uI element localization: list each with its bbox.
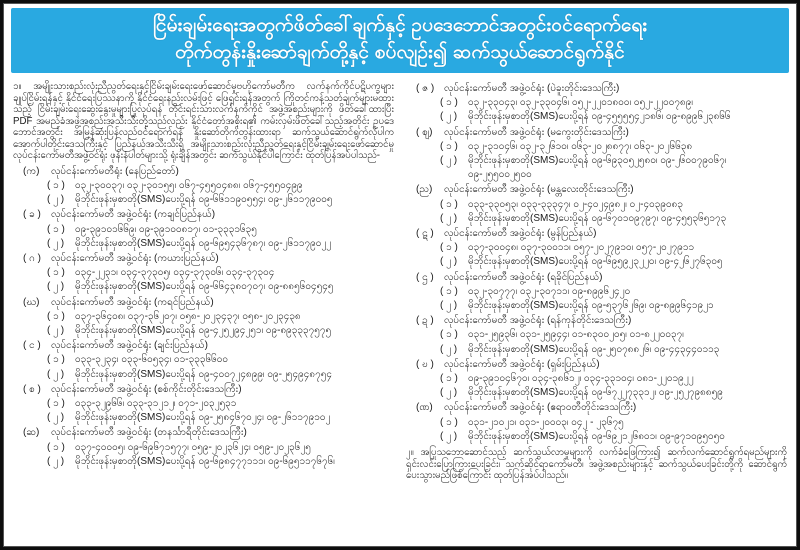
committee-item (13, 165, 394, 208)
phone-line-number: ( ၂ ) (440, 111, 458, 123)
phone-line-number: ( ၂ ) (47, 325, 65, 337)
phone-line (13, 280, 394, 294)
phone-line-text: မိုဘိုင်းဖုန်းမှစာတို(SMS)ပေးပို့ရန် ၀၉-၆၉၅၉၂၃၂၂၀၊ ၀၉-၄၂၆၂၇၆၃၀၅ (468, 256, 723, 268)
committee-label: (ဏ) (416, 402, 433, 414)
committee-title: လုပ်ငန်းကော်မတီ အဖွဲ့ဝင်ရုံး (ချင်းပြည်နယ်) (51, 340, 208, 352)
phone-line-text: ၀၃၂-၃၃၀၄၃၊ ၀၃၂-၃၃၀၄၆၊ ၀၅၂-၂၂၀၁၈၀၀၊ ၀၅၂-၂၂၀၀၇၈၉၊ (468, 97, 693, 109)
phone-line (406, 110, 787, 124)
committee-heading (13, 208, 394, 222)
committee-title: လုပ်ငန်းကော်မတီ အဖွဲ့ဝင်ရုံး (ကရင်ပြည်နယ်) (51, 296, 214, 308)
phone-line (406, 241, 787, 255)
phone-line-text: မိုဘိုင်းဖုန်းမှစာတို(SMS)ပေးပို့ရန် ၀၉-၅၃၇၆၂၆၉၊ ၀၉-၈၉၉၆၄၁၉၂၁ (468, 300, 714, 312)
phone-line-number: ( ၁ ) (47, 223, 65, 235)
committee-title: လုပ်ငန်းကော်မတီ အဖွဲ့ဝင်ရုံး (ပဲခူးတိုင်းဒေသကြီး) (444, 83, 620, 94)
committee-title: လုပ်ငန်းကော်မတီ အဖွဲ့ဝင်ရုံး (မွန်ပြည်နယ်) (444, 228, 597, 240)
phone-line-text: မိုဘိုင်းဖုန်းမှစာတို(SMS)ပေးပို့ရန် ၀၉-၆၉၈၄၇၇၁၁၁၊ ၀၉-၆၉၅၁၁၇၆၇၆၊ (75, 455, 335, 467)
committee-title: လုပ်ငန်းကော်မတီ အဖွဲ့ဝင်ရုံး (စစ်ကိုင်းတိုင်းဒေသကြီး) (51, 383, 242, 395)
committee-heading (13, 252, 394, 266)
phone-line (13, 237, 394, 251)
phone-line (13, 441, 394, 455)
phone-line-text: မိုဘိုင်းဖုန်းမှစာတို(SMS)ပေးပို့ရန် ၀၉-၆၉၂၁၂၆၈၀၁၊ ၀၉-၉၇၁၀၉၅၀၅၀ (468, 430, 725, 442)
committee-heading (406, 126, 787, 140)
phone-line (406, 285, 787, 299)
committee-heading (406, 358, 787, 372)
phone-line-number: ( ၂ ) (440, 343, 458, 355)
phone-line-number: ( ၂ ) (47, 281, 65, 293)
header-title-line2: တိုက်တွန်းနှိုးဆော်ချက်တို့နှင့် စပ်လျဉ်း၍ ဆက်သွယ်ဆောင်ရွက်နိုင် (175, 42, 625, 63)
committee-title: လုပ်ငန်းကော်မတီ အဖွဲ့ဝင်ရုံး (ရန်ကုန်တိုင်းဒေသကြီး) (444, 315, 632, 327)
committee-title: လုပ်ငန်းကော်မတီ အဖွဲ့ဝင်ရုံး (တနင်္သာရီတိုင်းဒေသကြီး) (51, 427, 247, 439)
phone-line-number: ( ၁ ) (440, 198, 458, 210)
committee-heading (406, 183, 787, 197)
phone-line-number: ( ၁ ) (47, 180, 65, 192)
phone-line-number: ( ၁ ) (47, 398, 65, 410)
phone-line-text: ၀၃၇-၃၀၀၄၈၊ ၀၃၇-၃၀၀၁၁၊ ၀၅၇-၂၀၂၇၉၁၀၊ ၀၅၇-၂၀၂၇၉၁၁ (468, 242, 695, 254)
committee-label: (ည) (416, 184, 433, 196)
committee-heading (13, 339, 394, 353)
committee-item (406, 82, 787, 125)
phone-line (406, 328, 787, 342)
phone-line-text: ၀၃၂-၃၁၀၄၆၊ ၀၃၂-၃၂၆၁၀၊ ၀၆၃-၂၀၂၈၈၇၇၊ ၀၆၃-၂၀၂၆၆၃၈ (468, 140, 693, 152)
committee-title: လုပ်ငန်းကော်မတီ အဖွဲ့ဝင်ရုံး (ရှမ်းပြည်နယ်) (444, 358, 600, 370)
phone-line-text: ၀၉-၃၉၁၀၄၆၇၀၊ ၀၃၄-၃၈၆၁၂၊ ၀၃၄-၃၃၁၀၄၊ ၀၈၁-၂၂၀၁၉၂၂ (468, 373, 694, 385)
phone-line (406, 255, 787, 269)
committee-label: (ဆ) (23, 427, 40, 439)
phone-line-number: ( ၁ ) (440, 416, 458, 428)
phone-line (13, 324, 394, 338)
phone-line-number: ( ၁ ) (47, 310, 65, 322)
phone-line-text: ၀၉-၃၉၁၀၁၆၆၉၊ ၀၉-၃၉၁၀၀၈၁၇၊ ၀၁-၃၃၃၁၆၃၅ (75, 223, 257, 235)
committee-list-right (406, 82, 787, 444)
committee-item (13, 208, 394, 251)
phone-line-text: ၀၃၂-၃၀၀၃၇၊ ၀၃၂-၃၀၁၅၅၊ ၀၆၇-၄၅၅၀၄၈၈၊ ၀၆၇-၄၅၅၀၄၉၉ (75, 180, 303, 192)
phone-line-number: ( ၁ ) (47, 354, 65, 366)
committee-label: ( ခ ) (23, 209, 41, 221)
phone-line-text: မိုဘိုင်းဖုန်းမှစာတို(SMS)ပေးပို့ရန် ၀၉-၆၆၁၁၉၀၅၅၄၊ ၀၉-၂၆၁၁၇၉၀၀၅ (75, 194, 333, 206)
phone-line-number: ( ၁ ) (440, 242, 458, 254)
phone-line (406, 386, 787, 400)
phone-line-number: ( ၂ ) (440, 212, 458, 224)
intro-paragraph: ၁။ အမျိုးသားစည်းလုံးညီညွတ်ရေးနှင့်ငြိမ်းချမ်းရေးဖော်ဆောင်မှုဗဟိုကော်မတီက လက်နက်ကိုင်ပဋိပက္ခများ ချုပ်ငြိမ်းရန်နှင့် နိုင်ငံရေးပြဿနာကို နိုင်ငံရေးနည်းလမ်းဖြင့် ဖြေရှင်းရန်အတွက် ကြိုတင်ကန့်သတ်ချက်များမထားသည့် ငြိမ်းချမ်းရေးဆွေးနွေးမှုများပြုလုပ်ရန် တိုင်းရင်းသားလက်နက်ကိုင် အဖွဲ့အစည်းများကို ဖိတ်ခေါ်ထားပြီး PDF အမည်ခံအဖွဲ့အစည်းအသီးသီးတို့သည်လည်း နိုင်ငံတော်အစိုးရ၏ ကမ်းလှမ်းဖိတ်ခေါ်သည့်အတိုင်း ဥပဒေဘောင်အတွင်း အမြန်ဆုံးပြန်လည်ဝင်ရောက်ရန် နှိုးဆော်တိုက်တွန်းထားရာ ဆက်သွယ်ဆောင်ရွက်လိုပါက အောက်ပါတိုင်းဒေသကြီးနှင့် ပြည်နယ်အသီးသီးရှိ အမျိုးသားစည်းလုံးညီညွတ်ရေးနှင့်ငြိမ်းချမ်းရေးဖော်ဆောင်မှုလုပ်ငန်းကော်မတီအဖွဲ့ဝင်ရုံး ဖုန်းနံပါတ်များသို့ ရုံးချိန်အတွင်း ဆက်သွယ်နိုင်ပါကြောင်း ထုတ်ပြန်အပ်ပါသည်- (13, 81, 394, 162)
phone-line (406, 96, 787, 110)
phone-line-text: မိုဘိုင်းဖုန်းမှစာတို(SMS)ပေးပို့ရန် ၀၉-၆၇၀၁၀၉၇၉၇၊ ၀၉-၄၅၅၃၆၅၁၇၃ (468, 212, 727, 224)
committee-title: လုပ်ငန်းကော်မတီ အဖွဲ့ဝင်ရုံး (ကယားပြည်နယ်) (51, 253, 219, 265)
phone-line (406, 343, 787, 357)
phone-line (406, 140, 787, 154)
phone-line-number: ( ၂ ) (47, 368, 65, 380)
phone-line (406, 299, 787, 313)
committee-item (13, 426, 394, 469)
phone-line-number: ( ၁ ) (440, 140, 458, 152)
phone-line (406, 198, 787, 212)
phone-line-number: ( ၂ ) (47, 412, 65, 424)
phone-line-number: ( ၂ ) (440, 256, 458, 268)
committee-item (13, 383, 394, 426)
committee-label: ( င ) (23, 340, 41, 352)
closing-paragraph: ၂။ အပြုသဘောဆောင်သည့် ဆက်သွယ်လာမှုများကို လက်ခံဖြေကြား၍ ဆက်လက်ဆောင်ရွက်ရမည်များကို ရှင်းလင်းပြောကြားပေးခြင်း၊ သက်ဆိုင်ရာကော်မတီ၊ အဖွဲ့အစည်းများနှင့် ဆက်သွယ်ပေးခြင်းတို့ကို ဆောင်ရွက်ပေးသွားမည်ဖြစ်ကြောင်း ထုတ်ပြန်အပ်ပါသည်။ (406, 447, 787, 482)
phone-line-number: ( ၁ ) (47, 267, 65, 279)
committee-label: (ဃ) (23, 296, 40, 308)
committee-heading (13, 426, 394, 440)
committee-heading (13, 383, 394, 397)
committee-item (406, 314, 787, 357)
phone-line (13, 310, 394, 324)
phone-line (13, 368, 394, 382)
left-column (13, 81, 394, 482)
phone-line (13, 223, 394, 237)
phone-line-text: မိုဘိုင်းဖုန်းမှစာတို(SMS)ပေးပို့ရန် ၀၉-၄၅၅၅၅၄၂၁၈၆၊ ၀၉-၈၉၉၆၂၃၈၆၆ (468, 111, 731, 123)
phone-line-text: ၀၃၇-၄၀၀၀၅၊ ၀၉-၆၉၆၇၁၅၇၇၊ ၀၅၉-၂၀၂၃၆၂၄၊ ၀၅၉-၂၀၂၃၆၂၅ (75, 441, 311, 453)
phone-line-text: ၀၃၃-၃၃၀၅၃၊ ၀၃၃-၃၃၃၄၇၊ ၀၂-၄၀၂၄၉၈၂၊ ၀၂-၄၀၃၉၀၈၃ (468, 198, 683, 210)
committee-label: ( စ ) (23, 383, 41, 395)
committee-title: လုပ်ငန်းကော်မတီရုံး (နေပြည်တော်) (51, 165, 179, 177)
phone-line (13, 179, 394, 193)
committee-label: ( ဇ ) (416, 83, 435, 94)
phone-line-number: ( ၂ ) (47, 237, 65, 249)
phone-line-text: ၀၃၃-၃၂၉၆၆၊ ၀၃၃-၃၁၂၁၂၊ ၀၇၁-၂၀၃၂၅၃၁ (75, 398, 237, 410)
committee-label: ( ဈ) (416, 126, 433, 138)
committee-label: (က) (23, 165, 40, 177)
phone-line (406, 154, 787, 182)
phone-line-number: ( ၂ ) (440, 300, 458, 312)
phone-line-text: ၀၃၁-၂၁၀၂၁၊ ၀၃၁-၂၀၀၀၃၊ ၀၄၂ - ၂၃၆၇၅ (468, 416, 624, 428)
phone-line-number: ( ၂ ) (440, 155, 458, 167)
committee-item (13, 252, 394, 295)
committee-title: လုပ်ငန်းကော်မတီ အဖွဲ့ဝင်ရုံး (ရခိုင်ပြည်နယ်) (444, 271, 603, 283)
phone-line-number: ( ၂ ) (47, 455, 65, 467)
header-banner (11, 8, 789, 73)
phone-line (13, 455, 394, 469)
phone-line-text: မိုဘိုင်းဖုန်းမှစာတို(SMS)ပေးပို့ရန် ၀၉-၄၂၅၂၉၄၂၅၁၊ ၀၉-၈၉၃၃၃၇၅၇၅ (75, 325, 332, 337)
phone-line-number: ( ၁ ) (440, 285, 458, 297)
committee-list-left (13, 165, 394, 469)
committee-item (406, 271, 787, 314)
committee-item (13, 339, 394, 382)
phone-line (406, 430, 787, 444)
committee-label: ( ဎ ) (416, 358, 434, 370)
committee-heading (406, 227, 787, 241)
committee-label: ( ဌ ) (416, 271, 434, 283)
committee-title: လုပ်ငန်းကော်မတီ အဖွဲ့ဝင်ရုံး (ကချင်ပြည်နယ်) (51, 209, 216, 221)
phone-line (406, 416, 787, 430)
phone-line-text: မိုဘိုင်းဖုန်းမှစာတို(SMS)ပေးပို့ရန် ၀၉-၄၀၀၇၂၄၈၉၉၊ ၀၉-၂၅၄၉၄၈၇၅၄ (75, 368, 332, 380)
committee-item (406, 126, 787, 183)
committee-item (406, 227, 787, 270)
phone-line (13, 411, 394, 425)
committee-item (406, 183, 787, 226)
phone-line-text: မိုဘိုင်းဖုန်းမှစာတို(SMS)ပေးပို့ရန် ၀၉-၆၇၂၂၇၃၃၁၂၊ ၀၉-၂၅၂၇၉၈၈၅၉ (468, 387, 723, 399)
phone-line-text: မိုဘိုင်းဖုန်းမှစာတို(SMS)ပေးပို့ရန် ၀၉-၂၅၀၇၈၈၂၆၊ ၀၉-၄၄၃၄၄၀၁၁၃ (468, 343, 720, 355)
phone-line (13, 397, 394, 411)
phone-line-text: ၀၃၃-၃၂၃၄၊ ၀၃၃-၆၀၅၃၄၊ ၀၁-၃၃၃၆၆၀၀ (75, 354, 228, 366)
phone-line-number: ( ၁ ) (440, 329, 458, 341)
phone-line (13, 193, 394, 207)
committee-heading (406, 82, 787, 96)
committee-heading (406, 314, 787, 328)
committee-title: လုပ်ငန်းကော်မတီ အဖွဲ့ဝင်ရုံး (ဧရာဝတီတိုင်းဒေသကြီး) (444, 402, 637, 414)
phone-line (406, 372, 787, 386)
body-columns (10, 77, 790, 482)
phone-line-number: ( ၁ ) (440, 97, 458, 109)
phone-line (406, 212, 787, 226)
right-column (406, 81, 787, 482)
committee-heading (406, 401, 787, 415)
phone-line-text: ၀၃၇-၃၆၄၀၈၊ ၀၃၇-၃၆၂၀၇၊ ၀၅၈-၂၀၂၃၄၃၇၊ ၀၅၈-၂၀၂၃၄၃၈ (75, 310, 301, 322)
committee-label: ( ဍ ) (416, 315, 434, 327)
phone-line-text: ၀၃၂-၃၀၇၇၇၊ ၀၃၂-၃၀၇၁၁၊ ၀၉-၈၉၉၆၂၄၂၀ (468, 285, 631, 297)
committee-heading (406, 271, 787, 285)
committee-heading (13, 165, 394, 179)
committee-heading (13, 296, 394, 310)
committee-label: ( ဋ ) (416, 228, 434, 240)
committee-item (13, 296, 394, 339)
committee-item (406, 401, 787, 444)
phone-line (13, 353, 394, 367)
phone-line-number: ( ၁ ) (440, 373, 458, 385)
phone-line-number: ( ၂ ) (47, 194, 65, 206)
committee-item (406, 358, 787, 401)
phone-line-text: မိုဘိုင်းဖုန်းမှစာတို(SMS)ပေးပို့ရန် ၀၉-၆၆၄၃၈၀၇၀၇၊ ၀၉-၈၈၅၆၀၄၅၄၅ (75, 281, 334, 293)
phone-line-number: ( ၂ ) (440, 387, 458, 399)
phone-line-number: ( ၂ ) (440, 430, 458, 442)
phone-line-text: ၀၃၄-၂၂၃၁၊ ၀၃၄-၃၇၃၀၅၊ ၀၃၄-၃၇၃၀၆၊ ၀၃၄-၃၇၃၀၄ (75, 267, 275, 279)
phone-line-text: ၀၃၁-၂၅၉၃၆၊ ၀၃၁-၂၅၉၄၄၊ ၀၁-၈၃၀၀၂၀၅၊ ၀၁-၈၂၂၀၀၃၇၊ (468, 329, 684, 341)
phone-line-text: မိုဘိုင်းဖုန်းမှစာတို(SMS)ပေးပို့ရန် ၀၉-၂၅၈၄၆၇၀၂၄၊ ၀၉-၂၆၁၁၇၉၁၀၂ (75, 412, 331, 424)
header-title-line1: ငြိမ်းချမ်းရေးအတွက်ဖိတ်ခေါ်ချက်နှင့် ဥပဒေဘောင်အတွင်းဝင်ရောက်ရေး (152, 15, 648, 36)
committee-label: ( ဂ ) (23, 253, 41, 265)
committee-title: လုပ်ငန်းကော်မတီ အဖွဲ့ဝင်ရုံး (မကွေးတိုင်းဒေသကြီး) (444, 126, 629, 138)
phone-line-number: ( ၁ ) (47, 441, 65, 453)
phone-line (13, 266, 394, 280)
phone-line-text: မိုဘိုင်းဖုန်းမှစာတို(SMS)ပေးပို့ရန် ၀၉-၆၉၃၀၅၂၅၈၀၊ ၀၉-၂၆၀၀၇၉၀၆၇၊ ၀၉-၂၅၅၀၀၂၅၀၀ (468, 155, 727, 181)
committee-title: လုပ်ငန်းကော်မတီ အဖွဲ့ဝင်ရုံး (မန္တလေးတိုင်းဒေသကြီး) (444, 184, 634, 196)
phone-line-text: မိုဘိုင်းဖုန်းမှစာတို(SMS)ပေးပို့ရန် ၀၉-၆၉၅၄၃၆၇၈၇၊ ၀၉-၂၆၁၁၇၉၀၂၂ (75, 237, 332, 249)
